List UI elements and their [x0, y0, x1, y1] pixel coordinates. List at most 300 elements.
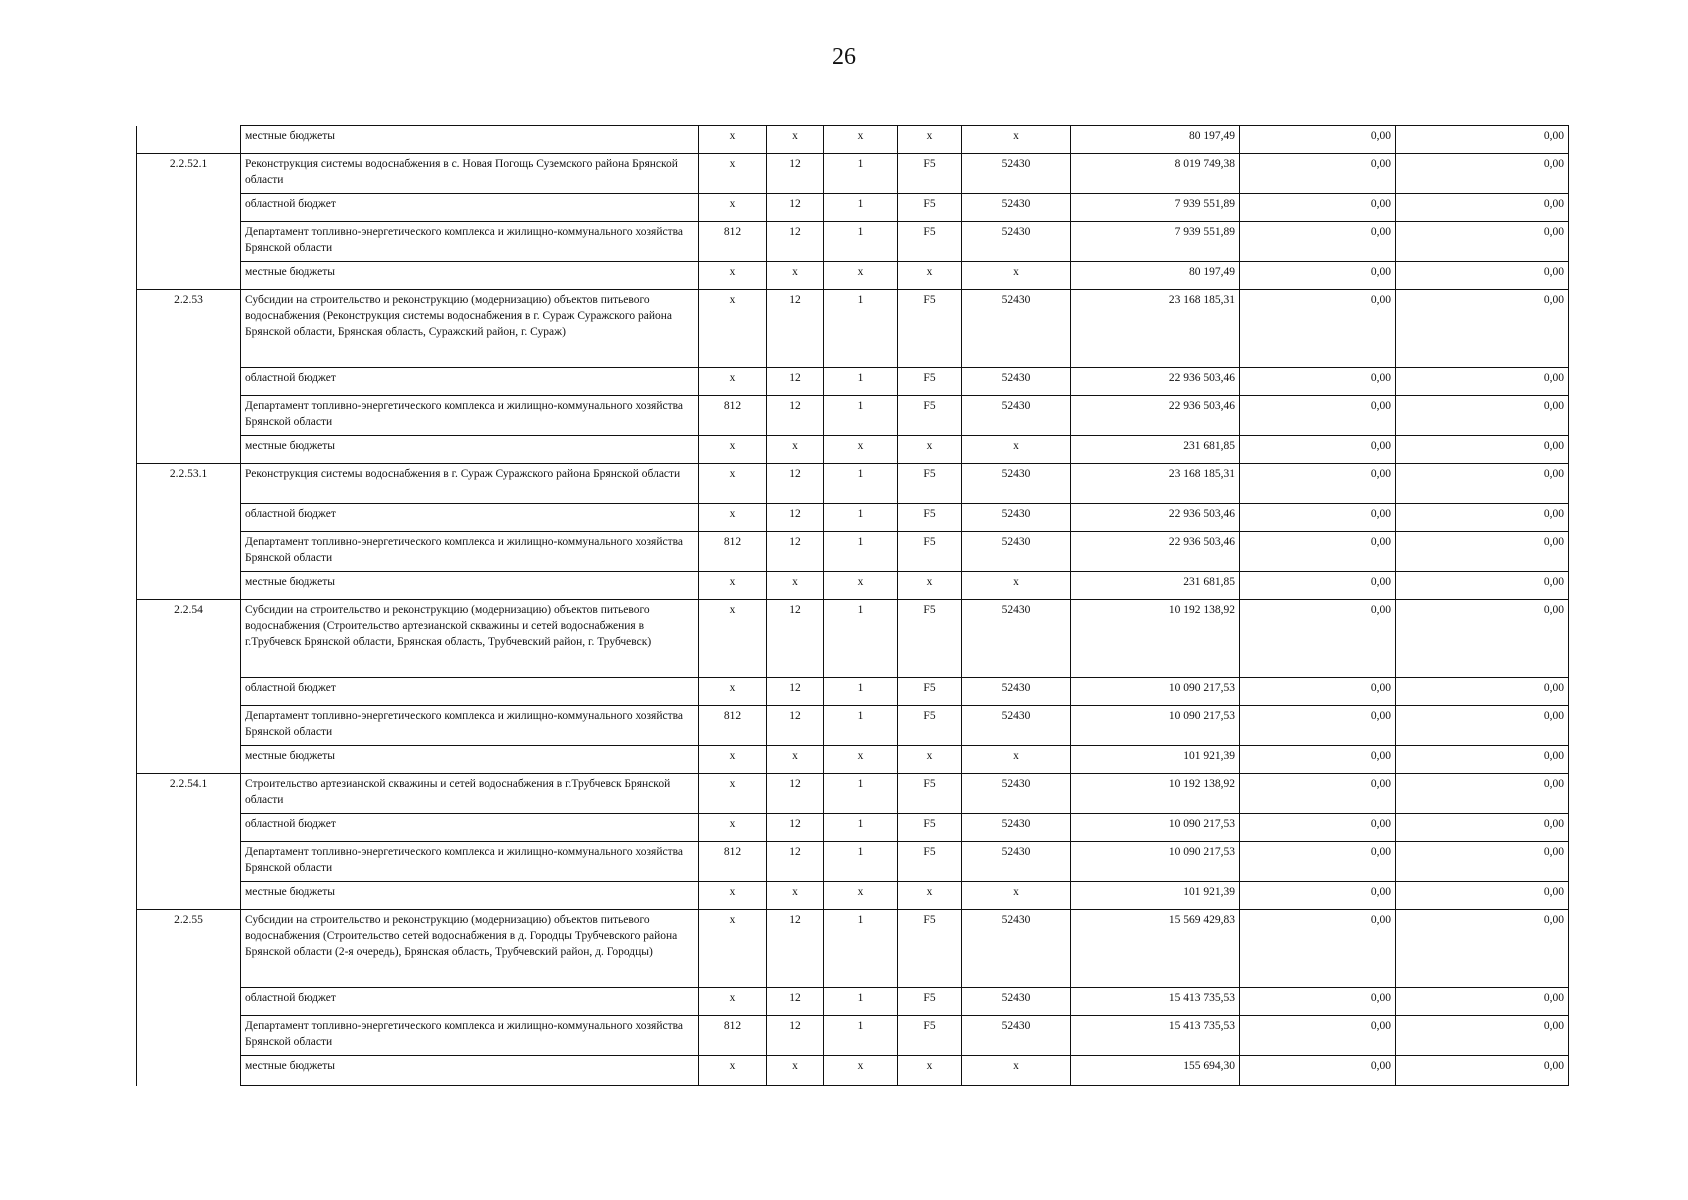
table-row	[137, 290, 1569, 368]
amount-year-1-text: 10 090 217,53	[1168, 710, 1235, 722]
table-row	[137, 814, 1569, 842]
grbs-code-text: x	[729, 372, 736, 384]
amount-year-3	[1396, 368, 1569, 396]
section-code-text: 12	[789, 846, 801, 858]
grbs-code-text: x	[729, 886, 736, 898]
section-code-text: 12	[789, 372, 801, 384]
item-name-text: Субсидии на строительство и реконструкцию (модернизацию) объектов питьевого водоснабжения (Реконструкция системы водоснабжения в г. Сураж Суражского района Брянской области, Брянская область, Суражский район, г. Сураж)	[245, 294, 672, 338]
item-code	[137, 842, 241, 882]
item-code	[137, 988, 241, 1016]
direction-code-text: x	[1013, 886, 1019, 898]
section-code-text: 12	[789, 508, 801, 520]
table-row	[137, 532, 1569, 572]
amount-year-1-text: 8 019 749,38	[1174, 158, 1235, 170]
grbs-code-text: x	[729, 1060, 736, 1072]
amount-year-1	[1071, 1016, 1240, 1056]
amount-year-2-text: 0,00	[1370, 886, 1391, 898]
amount-year-3-text: 0,00	[1543, 886, 1564, 898]
item-name-text: местные бюджеты	[245, 130, 336, 142]
program-code	[898, 678, 962, 706]
direction-code-text: x	[1013, 440, 1019, 452]
amount-year-2-text: 0,00	[1370, 1020, 1391, 1032]
amount-year-1	[1071, 600, 1240, 678]
program-code	[898, 126, 962, 154]
grbs-code	[699, 126, 767, 154]
item-code	[137, 1016, 241, 1056]
grbs-code-text: x	[729, 294, 736, 306]
amount-year-3-text: 0,00	[1543, 710, 1564, 722]
item-code	[137, 396, 241, 436]
program-code-text: x	[926, 886, 933, 898]
program-code-text: F5	[923, 294, 936, 306]
amount-year-1	[1071, 396, 1240, 436]
subsection-code-text: 1	[857, 198, 864, 210]
direction-code-text: 52430	[1001, 710, 1031, 722]
item-name-text: местные бюджеты	[245, 886, 336, 898]
grbs-code-text: 812	[723, 710, 742, 722]
amount-year-2-text: 0,00	[1370, 372, 1391, 384]
direction-code	[962, 126, 1071, 154]
item-name	[241, 988, 699, 1016]
section-code	[767, 504, 824, 532]
amount-year-2	[1240, 814, 1396, 842]
program-code	[898, 368, 962, 396]
amount-year-3	[1396, 464, 1569, 504]
program-code	[898, 436, 962, 464]
item-name	[241, 396, 699, 436]
grbs-code	[699, 678, 767, 706]
amount-year-1-text: 10 090 217,53	[1168, 682, 1235, 694]
direction-code-text: 52430	[1001, 846, 1031, 858]
grbs-code-text: x	[729, 158, 736, 170]
direction-code-text: 52430	[1001, 682, 1031, 694]
amount-year-3	[1396, 774, 1569, 814]
direction-code-text: 52430	[1001, 226, 1031, 238]
amount-year-1	[1071, 154, 1240, 194]
direction-code	[962, 504, 1071, 532]
amount-year-3-text: 0,00	[1543, 440, 1564, 452]
grbs-code-text: 812	[723, 1020, 742, 1032]
item-name-text: Реконструкция системы водоснабжения в г. Сураж Суражского района Брянской области	[245, 468, 681, 480]
item-code	[137, 154, 241, 194]
amount-year-3-text: 0,00	[1543, 992, 1564, 1004]
grbs-code	[699, 436, 767, 464]
subsection-code-text: x	[857, 440, 864, 452]
section-code	[767, 600, 824, 678]
grbs-code-text: x	[729, 914, 736, 926]
item-name-text: областной бюджет	[245, 372, 336, 384]
grbs-code	[699, 154, 767, 194]
item-name	[241, 436, 699, 464]
program-code	[898, 1056, 962, 1086]
amount-year-3	[1396, 988, 1569, 1016]
section-code	[767, 154, 824, 194]
amount-year-1-text: 23 168 185,31	[1168, 294, 1235, 306]
amount-year-3-text: 0,00	[1543, 294, 1564, 306]
subsection-code	[824, 396, 898, 436]
amount-year-3-text: 0,00	[1543, 1060, 1564, 1072]
section-code-text: 12	[789, 778, 801, 790]
amount-year-1	[1071, 678, 1240, 706]
item-code	[137, 436, 241, 464]
direction-code	[962, 222, 1071, 262]
item-name	[241, 774, 699, 814]
program-code	[898, 572, 962, 600]
section-code	[767, 706, 824, 746]
amount-year-3-text: 0,00	[1543, 372, 1564, 384]
item-code-text: 2.2.54	[174, 604, 203, 616]
section-code-text: x	[792, 440, 798, 452]
item-name-text: Департамент топливно-энергетического комплекса и жилищно-коммунального хозяйства Брянской области	[245, 710, 684, 738]
program-code	[898, 706, 962, 746]
grbs-code-text: 812	[723, 536, 742, 548]
program-code	[898, 262, 962, 290]
direction-code-text: x	[1013, 750, 1019, 762]
section-code	[767, 572, 824, 600]
subsection-code-text: 1	[857, 846, 864, 858]
amount-year-3-text: 0,00	[1543, 604, 1564, 616]
program-code	[898, 464, 962, 504]
amount-year-3	[1396, 532, 1569, 572]
direction-code-text: 52430	[1001, 400, 1031, 412]
subsection-code	[824, 910, 898, 988]
item-name-text: областной бюджет	[245, 198, 336, 210]
grbs-code-text: x	[729, 992, 736, 1004]
program-code	[898, 746, 962, 774]
amount-year-1-text: 10 090 217,53	[1168, 818, 1235, 830]
amount-year-2	[1240, 290, 1396, 368]
item-name-text: областной бюджет	[245, 818, 336, 830]
amount-year-2	[1240, 988, 1396, 1016]
amount-year-3-text: 0,00	[1543, 198, 1564, 210]
direction-code	[962, 814, 1071, 842]
table-row	[137, 194, 1569, 222]
subsection-code	[824, 368, 898, 396]
amount-year-2-text: 0,00	[1370, 576, 1391, 588]
direction-code-text: 52430	[1001, 468, 1031, 480]
amount-year-2	[1240, 504, 1396, 532]
grbs-code	[699, 706, 767, 746]
amount-year-3	[1396, 222, 1569, 262]
item-name-text: Субсидии на строительство и реконструкцию (модернизацию) объектов питьевого водоснабжения (Строительство артезианской скважины и сетей водоснабжения в г.Трубчевск Брянской области, Брянская область, Трубчевский район, г. Трубчевск)	[245, 604, 652, 648]
grbs-code	[699, 222, 767, 262]
section-code-text: 12	[789, 992, 801, 1004]
direction-code-text: 52430	[1001, 992, 1031, 1004]
direction-code-text: 52430	[1001, 294, 1031, 306]
amount-year-3-text: 0,00	[1543, 508, 1564, 520]
item-code	[137, 368, 241, 396]
table-body	[137, 126, 1569, 1086]
grbs-code	[699, 988, 767, 1016]
grbs-code-text: x	[729, 508, 736, 520]
item-code	[137, 774, 241, 814]
amount-year-2	[1240, 126, 1396, 154]
amount-year-1-text: 22 936 503,46	[1168, 400, 1235, 412]
item-name	[241, 504, 699, 532]
program-code-text: x	[926, 750, 933, 762]
subsection-code-text: 1	[857, 508, 864, 520]
table-row	[137, 1016, 1569, 1056]
amount-year-2-text: 0,00	[1370, 682, 1391, 694]
item-code	[137, 814, 241, 842]
table-row	[137, 678, 1569, 706]
amount-year-3-text: 0,00	[1543, 226, 1564, 238]
grbs-code-text: x	[729, 682, 736, 694]
amount-year-1-text: 15 413 735,53	[1168, 992, 1235, 1004]
program-code	[898, 532, 962, 572]
program-code-text: F5	[923, 778, 936, 790]
program-code	[898, 222, 962, 262]
item-name-text: местные бюджеты	[245, 576, 336, 588]
item-name-text: Департамент топливно-энергетического комплекса и жилищно-коммунального хозяйства Брянской области	[245, 400, 684, 428]
section-code	[767, 988, 824, 1016]
item-code	[137, 126, 241, 154]
item-name-text: местные бюджеты	[245, 440, 336, 452]
subsection-code-text: 1	[857, 400, 864, 412]
program-code	[898, 910, 962, 988]
amount-year-1	[1071, 774, 1240, 814]
amount-year-2-text: 0,00	[1370, 226, 1391, 238]
amount-year-2	[1240, 774, 1396, 814]
subsection-code	[824, 678, 898, 706]
subsection-code-text: x	[857, 750, 864, 762]
grbs-code-text: x	[729, 576, 736, 588]
amount-year-3	[1396, 396, 1569, 436]
direction-code-text: 52430	[1001, 372, 1031, 384]
table-row	[137, 436, 1569, 464]
program-code	[898, 290, 962, 368]
program-code-text: F5	[923, 992, 936, 1004]
direction-code-text: 52430	[1001, 198, 1031, 210]
table-row	[137, 746, 1569, 774]
amount-year-3	[1396, 154, 1569, 194]
subsection-code-text: x	[857, 576, 864, 588]
table-row	[137, 706, 1569, 746]
program-code-text: x	[926, 130, 933, 142]
subsection-code	[824, 262, 898, 290]
amount-year-2	[1240, 1016, 1396, 1056]
section-code-text: 12	[789, 818, 801, 830]
item-name-text: местные бюджеты	[245, 750, 336, 762]
amount-year-2-text: 0,00	[1370, 914, 1391, 926]
amount-year-1	[1071, 436, 1240, 464]
item-code	[137, 600, 241, 678]
direction-code-text: 52430	[1001, 158, 1031, 170]
amount-year-3-text: 0,00	[1543, 468, 1564, 480]
program-code-text: F5	[923, 400, 936, 412]
subsection-code	[824, 988, 898, 1016]
item-code	[137, 678, 241, 706]
subsection-code-text: 1	[857, 604, 864, 616]
item-code	[137, 222, 241, 262]
amount-year-2-text: 0,00	[1370, 440, 1391, 452]
amount-year-3	[1396, 1016, 1569, 1056]
program-code-text: F5	[923, 1020, 936, 1032]
section-code	[767, 262, 824, 290]
item-name	[241, 882, 699, 910]
subsection-code	[824, 464, 898, 504]
amount-year-2-text: 0,00	[1370, 508, 1391, 520]
amount-year-3-text: 0,00	[1543, 1020, 1564, 1032]
section-code	[767, 746, 824, 774]
direction-code	[962, 842, 1071, 882]
grbs-code-text: x	[729, 440, 736, 452]
grbs-code-text: x	[729, 198, 736, 210]
amount-year-1	[1071, 706, 1240, 746]
direction-code	[962, 532, 1071, 572]
section-code	[767, 1056, 824, 1086]
program-code-text: F5	[923, 372, 936, 384]
amount-year-1	[1071, 572, 1240, 600]
amount-year-1	[1071, 842, 1240, 882]
grbs-code-text: x	[729, 604, 736, 616]
subsection-code-text: 1	[857, 778, 864, 790]
subsection-code	[824, 706, 898, 746]
subsection-code-text: 1	[857, 818, 864, 830]
section-code	[767, 464, 824, 504]
amount-year-3-text: 0,00	[1543, 750, 1564, 762]
table-row	[137, 222, 1569, 262]
item-code	[137, 1056, 241, 1086]
amount-year-2	[1240, 706, 1396, 746]
item-code	[137, 290, 241, 368]
amount-year-2-text: 0,00	[1370, 992, 1391, 1004]
item-name-text: областной бюджет	[245, 682, 336, 694]
section-code-text: 12	[789, 158, 801, 170]
item-name	[241, 290, 699, 368]
subsection-code	[824, 222, 898, 262]
subsection-code-text: x	[857, 130, 864, 142]
section-code-text: 12	[789, 710, 801, 722]
grbs-code	[699, 910, 767, 988]
amount-year-1-text: 23 168 185,31	[1168, 468, 1235, 480]
item-name	[241, 572, 699, 600]
amount-year-3-text: 0,00	[1543, 158, 1564, 170]
amount-year-3	[1396, 678, 1569, 706]
direction-code	[962, 910, 1071, 988]
grbs-code	[699, 532, 767, 572]
item-name	[241, 1056, 699, 1086]
program-code-text: F5	[923, 158, 936, 170]
amount-year-2-text: 0,00	[1370, 130, 1391, 142]
amount-year-2-text: 0,00	[1370, 818, 1391, 830]
item-code-text: 2.2.55	[174, 914, 203, 926]
program-code	[898, 1016, 962, 1056]
amount-year-2	[1240, 436, 1396, 464]
subsection-code-text: 1	[857, 682, 864, 694]
table-row	[137, 774, 1569, 814]
item-name	[241, 706, 699, 746]
amount-year-3	[1396, 572, 1569, 600]
grbs-code-text: 812	[723, 400, 742, 412]
amount-year-3	[1396, 706, 1569, 746]
table-row	[137, 842, 1569, 882]
amount-year-3-text: 0,00	[1543, 266, 1564, 278]
item-name	[241, 600, 699, 678]
direction-code-text: x	[1013, 576, 1019, 588]
subsection-code-text: 1	[857, 992, 864, 1004]
section-code-text: 12	[789, 468, 801, 480]
grbs-code-text: x	[729, 266, 736, 278]
subsection-code	[824, 154, 898, 194]
grbs-code-text: 812	[723, 226, 742, 238]
item-name-text: Субсидии на строительство и реконструкцию (модернизацию) объектов питьевого водоснабжения (Строительство сетей водоснабжения в д. Городцы Трубчевского района Брянской области (2-я очередь), Брянская область, Трубчевский район, д. Городцы)	[245, 914, 678, 958]
amount-year-2	[1240, 154, 1396, 194]
subsection-code	[824, 842, 898, 882]
program-code	[898, 988, 962, 1016]
direction-code	[962, 464, 1071, 504]
item-name	[241, 746, 699, 774]
program-code	[898, 154, 962, 194]
table-row	[137, 910, 1569, 988]
amount-year-3-text: 0,00	[1543, 682, 1564, 694]
item-name-text: областной бюджет	[245, 508, 336, 520]
program-code-text: F5	[923, 604, 936, 616]
item-code	[137, 882, 241, 910]
direction-code-text: x	[1013, 130, 1019, 142]
program-code-text: x	[926, 266, 933, 278]
item-code-text: 2.2.52.1	[169, 158, 208, 170]
section-code	[767, 396, 824, 436]
section-code-text: x	[792, 130, 798, 142]
section-code	[767, 910, 824, 988]
section-code-text: x	[792, 750, 798, 762]
section-code	[767, 222, 824, 262]
amount-year-2-text: 0,00	[1370, 266, 1391, 278]
amount-year-2-text: 0,00	[1370, 400, 1391, 412]
item-name	[241, 910, 699, 988]
table-row	[137, 988, 1569, 1016]
grbs-code	[699, 882, 767, 910]
amount-year-1	[1071, 262, 1240, 290]
amount-year-3	[1396, 882, 1569, 910]
amount-year-1-text: 101 921,39	[1183, 750, 1235, 762]
item-code	[137, 262, 241, 290]
grbs-code	[699, 368, 767, 396]
program-code-text: F5	[923, 682, 936, 694]
program-code	[898, 396, 962, 436]
program-code-text: x	[926, 576, 933, 588]
grbs-code	[699, 814, 767, 842]
direction-code	[962, 882, 1071, 910]
item-code	[137, 910, 241, 988]
direction-code-text: x	[1013, 266, 1019, 278]
subsection-code-text: 1	[857, 914, 864, 926]
amount-year-1-text: 10 090 217,53	[1168, 846, 1235, 858]
subsection-code	[824, 1056, 898, 1086]
section-code	[767, 678, 824, 706]
item-name-text: Департамент топливно-энергетического комплекса и жилищно-коммунального хозяйства Брянской области	[245, 226, 684, 254]
direction-code-text: 52430	[1001, 914, 1031, 926]
program-code-text: F5	[923, 818, 936, 830]
amount-year-2	[1240, 572, 1396, 600]
subsection-code	[824, 882, 898, 910]
item-code	[137, 746, 241, 774]
amount-year-2-text: 0,00	[1370, 536, 1391, 548]
amount-year-2	[1240, 222, 1396, 262]
amount-year-1-text: 10 192 138,92	[1168, 778, 1235, 790]
direction-code	[962, 290, 1071, 368]
direction-code	[962, 706, 1071, 746]
item-name-text: Реконструкция системы водоснабжения в с. Новая Погощь Суземского района Брянской области	[245, 158, 678, 186]
amount-year-3-text: 0,00	[1543, 846, 1564, 858]
program-code-text: F5	[923, 468, 936, 480]
page-number: 26	[832, 44, 856, 70]
item-name-text: Департамент топливно-энергетического комплекса и жилищно-коммунального хозяйства Брянской области	[245, 1020, 684, 1048]
amount-year-3	[1396, 436, 1569, 464]
amount-year-1-text: 7 939 551,89	[1174, 198, 1235, 210]
amount-year-3	[1396, 600, 1569, 678]
